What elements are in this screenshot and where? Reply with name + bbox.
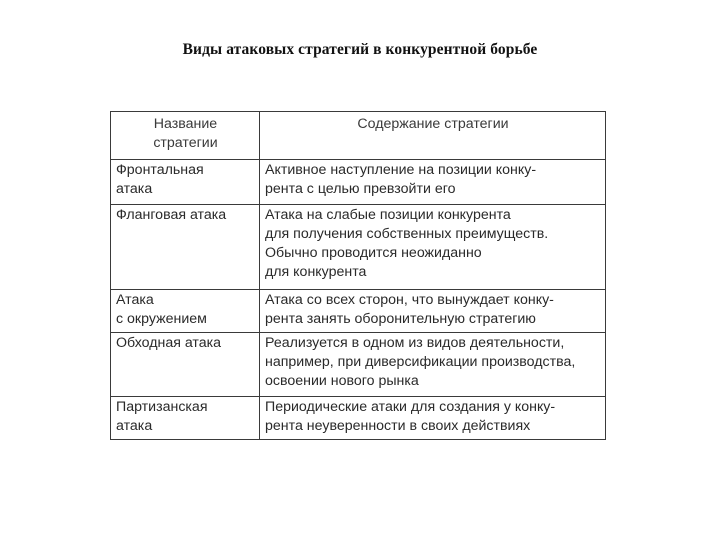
strategy-content-cell: Атака со всех сторон, что вынуждает конку- рента занять оборонительную стратегию: [260, 290, 606, 333]
strategy-name-cell: Атака с окружением: [111, 290, 260, 333]
table-row: [111, 397, 606, 440]
strategy-name-cell: Обходная атака: [111, 333, 260, 397]
column-header-content: Содержание стратегии: [260, 112, 606, 160]
strategy-name-cell: Фронтальная атака: [111, 160, 260, 205]
table-row: [111, 290, 606, 333]
table-row: [111, 333, 606, 397]
table-row: [111, 160, 606, 205]
strategies-table: [110, 111, 606, 440]
column-header-name: Название стратегии: [111, 112, 260, 160]
page-title: Виды атаковых стратегий в конкурентной борьбе: [182, 41, 538, 58]
strategy-content-cell: Атака на слабые позиции конкурента для получения собственных преимуществ. Обычно проводится неожиданно для конкурента: [260, 205, 606, 290]
strategy-content-cell: Реализуется в одном из видов деятельности, например, при диверсификации производства, освоении нового рынка: [260, 333, 606, 397]
strategy-name-cell: Фланговая атака: [111, 205, 260, 290]
strategy-name-cell: Партизанская атака: [111, 397, 260, 440]
strategy-content-cell: Периодические атаки для создания у конку- рента неуверенности в своих действиях: [260, 397, 606, 440]
strategy-content-cell: Активное наступление на позиции конку- рента с целью превзойти его: [260, 160, 606, 205]
table-row: [111, 205, 606, 290]
table-header-row: [111, 112, 606, 160]
